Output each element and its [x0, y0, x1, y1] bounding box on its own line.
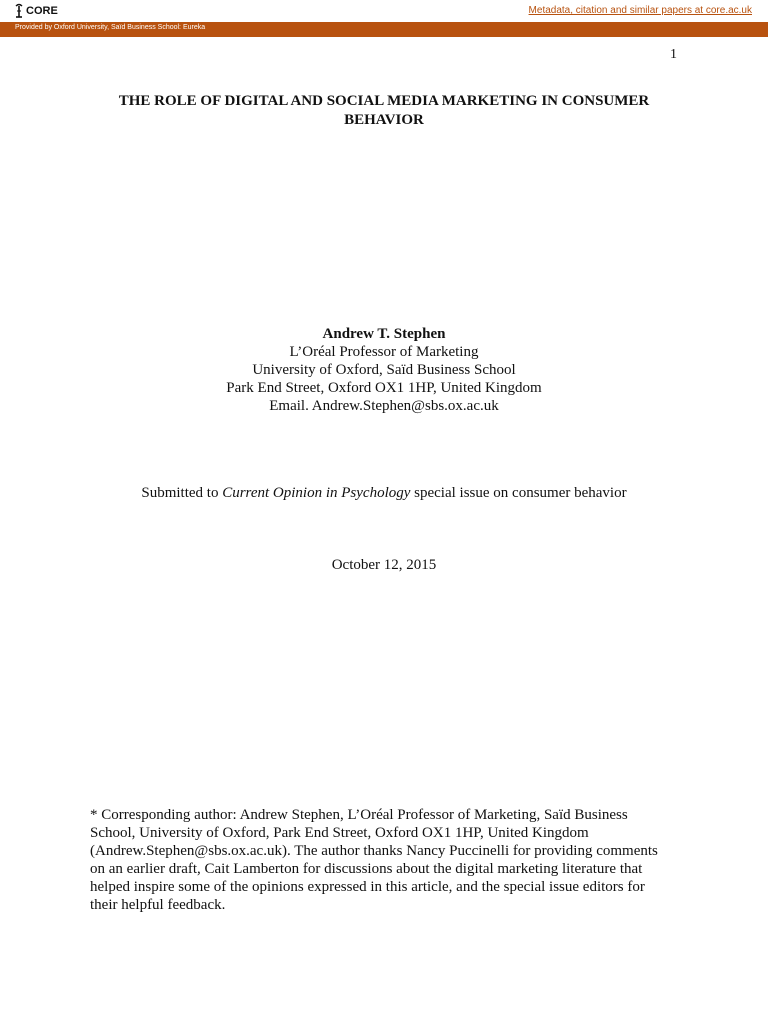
- core-logo[interactable]: [14, 2, 58, 20]
- core-metadata-link[interactable]: Metadata, citation and similar papers at core.ac.uk: [528, 5, 752, 16]
- core-top-bar: [0, 0, 768, 22]
- footnote: [90, 806, 672, 914]
- author-block: [90, 325, 678, 415]
- submission-date: October 12, 2015: [331, 557, 437, 573]
- provided-by-text: Provided by Oxford University, Saïd Business School: Eureka: [15, 24, 206, 31]
- author-email: Email. Andrew.Stephen@sbs.ox.ac.uk: [269, 398, 499, 414]
- author-name: Andrew T. Stephen: [322, 326, 446, 342]
- footnote-line: helped inspire some of the opinions expressed in this article, and the special issue editors for: [90, 879, 645, 895]
- journal-name: Current Opinion in Psychology: [222, 485, 411, 501]
- title-line: THE ROLE OF DIGITAL AND SOCIAL MEDIA MARKETING IN CONSUMER: [118, 93, 650, 109]
- title-line: BEHAVIOR: [344, 112, 424, 128]
- provider-bar: [0, 22, 768, 37]
- submission-prefix: Submitted to: [141, 485, 223, 501]
- footnote-line: * Corresponding author: Andrew Stephen, L’Oréal Professor of Marketing, Saïd Business: [90, 807, 628, 823]
- footnote-line: their helpful feedback.: [90, 897, 226, 913]
- submission-note: [90, 485, 678, 502]
- core-logo-icon: [14, 3, 24, 19]
- footnote-line: on an earlier draft, Cait Lamberton for discussions about the digital marketing literature that: [90, 861, 643, 877]
- submission-suffix: special issue on consumer behavior: [410, 485, 627, 501]
- paper-title: [90, 92, 678, 130]
- page-number: 1: [670, 47, 677, 62]
- footnote-line: School, University of Oxford, Park End Street, Oxford OX1 1HP, United Kingdom: [90, 825, 589, 841]
- author-address: Park End Street, Oxford OX1 1HP, United Kingdom: [226, 380, 542, 396]
- footnote-line: (Andrew.Stephen@sbs.ox.ac.uk). The author thanks Nancy Puccinelli for providing comments: [90, 843, 658, 859]
- author-institution: University of Oxford, Saïd Business School: [252, 362, 516, 378]
- author-position: L’Oréal Professor of Marketing: [289, 344, 479, 360]
- core-logo-text: CORE: [26, 5, 58, 17]
